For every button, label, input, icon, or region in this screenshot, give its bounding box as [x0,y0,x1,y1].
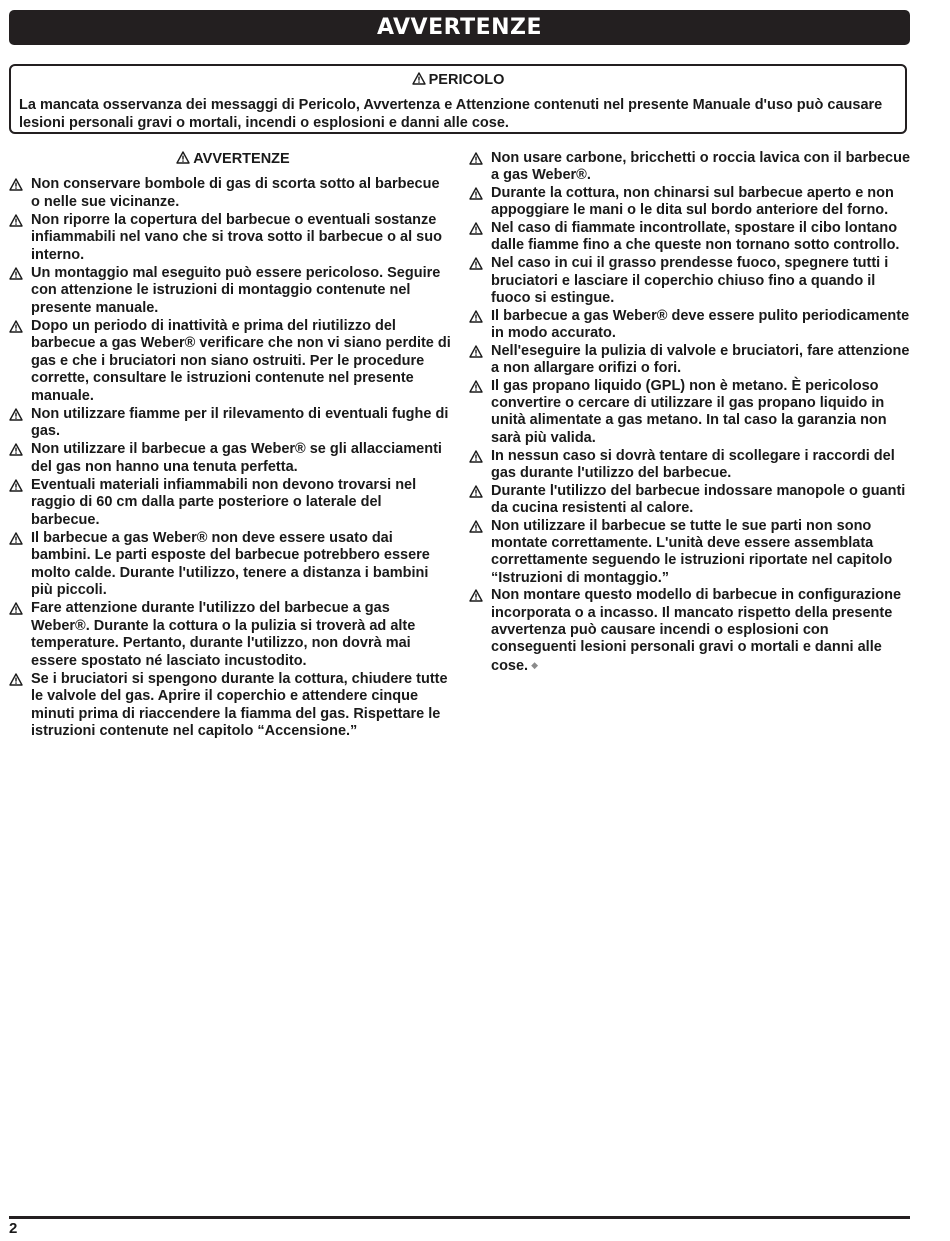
warning-item [9,406,451,441]
warning-list-right [469,150,913,675]
warning-text: Eventuali materiali infiammabili non devono trovarsi nel raggio di 60 cm dalla parte posteriore o laterale del barbecue. [31,476,417,528]
warning-triangle-icon [469,380,483,393]
warnings-heading [9,150,451,168]
warning-triangle-icon [176,151,190,164]
page-title: AVVERTENZE [377,15,542,40]
warning-item [469,308,913,343]
warning-item [469,587,913,674]
warning-item [9,441,451,476]
warning-triangle-icon [469,345,483,358]
warning-triangle-icon [9,267,23,280]
warning-text: Se i bruciatori si spengono durante la cottura, chiudere tutte le valvole del gas. Aprire il coperchio e attendere cinque minuti prima di riaccendere la fiamma del gas. Rispettare le istruzioni contenute nel capitolo “Accensione.” [31,670,448,739]
warning-text: Un montaggio mal eseguito può essere pericoloso. Seguire con attenzione le istruzioni di montaggio contenute nel presente manuale. [31,264,441,316]
warning-item [469,378,913,447]
page-number: 2 [9,1220,18,1237]
warning-text: Durante l'utilizzo del barbecue indossare manopole o guanti da cucina resistenti al calore. [491,482,906,516]
warning-text: Il gas propano liquido (GPL) non è metano. È pericoloso convertire o cercare di utilizzare il gas propano liquido in unità alimentate a gas metano. In tal caso la garanzia non sarà più valida. [491,377,887,446]
warning-triangle-icon [469,257,483,270]
warning-triangle-icon [9,532,23,545]
warning-list-left [9,176,451,741]
warnings-heading-text: AVVERTENZE [193,151,290,167]
warning-item [469,343,913,378]
warning-text: Non usare carbone, bricchetti o roccia lavica con il barbecue a gas Weber®. [491,150,911,184]
warning-triangle-icon [469,310,483,323]
warning-item [469,448,913,483]
warning-triangle-icon [9,320,23,333]
warning-text: Il barbecue a gas Weber® deve essere pulito periodicamente in modo accurato. [491,307,910,341]
warning-item [9,318,451,406]
warning-triangle-icon [9,479,23,492]
warning-text: Nel caso di fiammate incontrollate, spostare il cibo lontano dalle fiamme fino a che queste non tornano sotto controllo. [491,220,900,254]
end-of-section-mark: ◆ [531,659,539,670]
warning-item [469,518,913,587]
warning-triangle-icon [9,602,23,615]
warning-triangle-icon [9,673,23,686]
warning-text: Non riporre la copertura del barbecue o eventuali sostanze infiammabili nel vano che si trova sotto il barbecue o al suo interno. [31,211,442,263]
warning-item [469,255,913,307]
warning-triangle-icon [469,152,483,165]
warnings-column-right [469,150,913,675]
warning-triangle-icon [469,520,483,533]
warning-item [469,483,913,518]
warning-triangle-icon [469,222,483,235]
danger-notice [9,64,907,134]
warning-triangle-icon [469,485,483,498]
warning-item [9,212,451,265]
warning-item [9,530,451,600]
warning-item [469,150,913,185]
danger-text: La mancata osservanza dei messaggi di Pericolo, Avvertenza e Attenzione contenuti nel presente Manuale d'uso può causare lesioni personali gravi o mortali, incendi o esplosioni e danni alle cose. [19,97,883,131]
warning-item [9,176,451,211]
danger-title [11,72,905,88]
warning-item [9,477,451,530]
warning-item [9,265,451,318]
warning-item [9,600,451,670]
warning-triangle-icon [9,214,23,227]
warning-text: Non utilizzare il barbecue se tutte le sue parti non sono montate correttamente. L'unità deve essere assemblata correttamente seguendo le istruzioni riportate nel capitolo “Istruzioni di montaggio.” [491,517,893,586]
warning-item [9,671,451,741]
warning-triangle-icon [9,408,23,421]
page-title-banner [9,10,910,45]
warning-text: Non utilizzare fiamme per il rilevamento di eventuali fughe di gas. [31,405,449,439]
warning-text: Durante la cottura, non chinarsi sul barbecue aperto e non appoggiare le mani o le dita sul bordo anteriore del forno. [491,185,894,219]
warning-triangle-icon [469,589,483,602]
warning-text: Non conservare bombole di gas di scorta sotto al barbecue o nelle sue vicinanze. [31,176,440,210]
warning-triangle-icon [9,443,23,456]
warning-triangle-icon [469,187,483,200]
warning-text: Nell'eseguire la pulizia di valvole e bruciatori, fare attenzione a non allargare orifizi o fori. [491,342,910,377]
warnings-column-left [9,150,451,741]
footer-rule [9,1216,910,1219]
warning-text: Fare attenzione durante l'utilizzo del barbecue a gas Weber®. Durante la cottura o la pulizia si troverà ad alte temperature. Pertanto, durante l'utilizzo, non dovrà mai essere spostato né lasciato incustodito. [31,600,416,669]
warning-triangle-icon [9,178,23,191]
warning-triangle-icon [469,450,483,463]
warning-triangle-icon [412,72,426,85]
warning-text: Non utilizzare il barbecue a gas Weber® se gli allacciamenti del gas non hanno una tenuta perfetta. [31,441,442,475]
warning-text: Il barbecue a gas Weber® non deve essere usato dai bambini. Le parti esposte del barbecue potrebbero essere molto calde. Durante l'utilizzo, tenere a distanza i bambini più piccoli. [31,529,430,598]
danger-title-text: PERICOLO [428,72,505,88]
warning-text: Non montare questo modello di barbecue in configurazione incorporata o a incasso. Il mancato rispetto della presente avvertenza può causare incendi o esplosioni con conseguenti lesioni personali gravi o mortali e danni alle cose. [491,587,902,674]
warning-item [469,220,913,255]
warning-text: Dopo un periodo di inattività e prima del riutilizzo del barbecue a gas Weber® verificare che non vi siano perdite di gas e che i bruciatori non siano ostruiti. Per le procedure corrette, consultare le istruzioni contenute nel presente manuale. [31,317,451,404]
warning-item [469,185,913,220]
warning-text: In nessun caso si dovrà tentare di scollegare i raccordi del gas durante l'utilizzo del barbecue. [491,447,895,481]
warning-text: Nel caso in cui il grasso prendesse fuoco, spegnere tutti i bruciatori e lasciare il coperchio chiuso fino a quando il fuoco si estingue. [491,255,889,306]
